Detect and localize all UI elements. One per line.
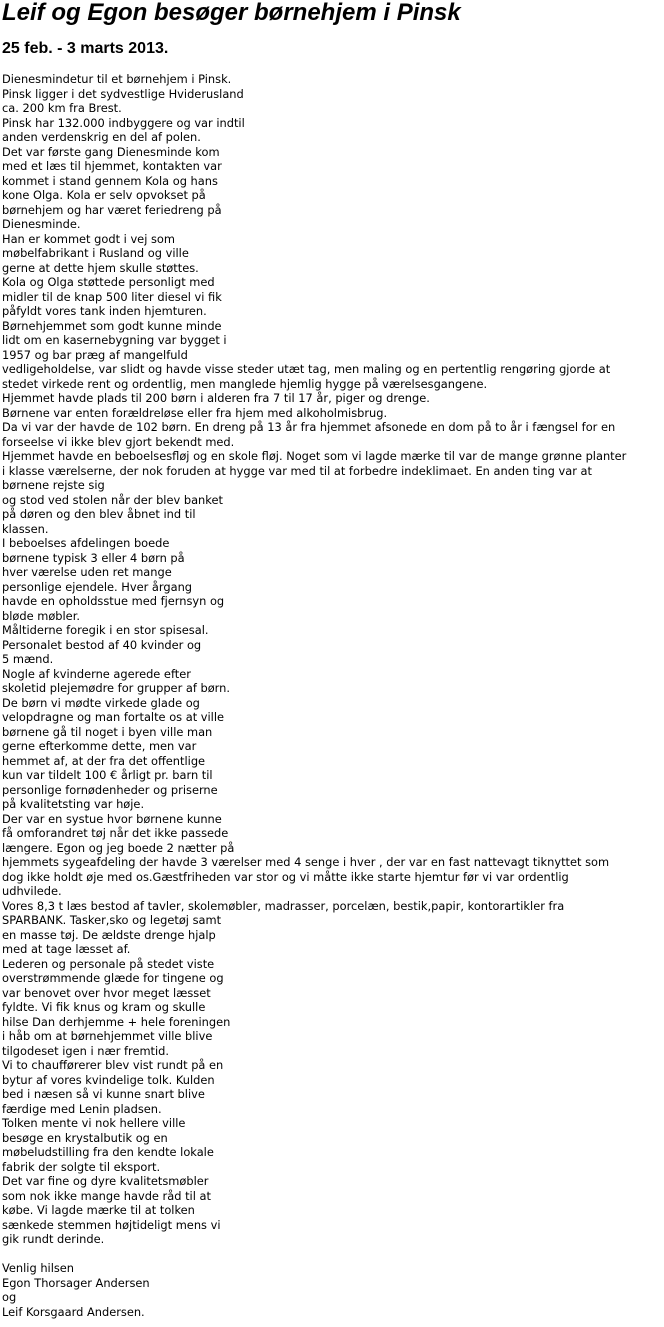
text-line: med et læs til hjemmet, kontakten var xyxy=(2,159,222,173)
text-line: var benovet over hvor meget læsset xyxy=(2,985,211,1000)
text-line: Pinsk har 132.000 indbyggere og var indtil xyxy=(2,115,245,130)
text-line: og stod ved stolen når der blev banket xyxy=(2,492,223,507)
text-line: Der var en systue hvor børnene kunne xyxy=(2,811,222,826)
text-line: Han er kommet godt i vej som xyxy=(2,231,175,246)
text-line: i klasse værelserne, der nok foruden at hygge var med til at forbedre indeklimaet. En anden ting var at xyxy=(2,463,592,478)
text-line: Det var første gang Dienesminde kom xyxy=(2,144,220,159)
text-line: lidt om en kasernebygning var bygget i xyxy=(2,333,227,347)
text-line: købe. Vi lagde mærke til at tolken xyxy=(2,1203,195,1217)
text-line: personlige fornødenheder og priserne xyxy=(2,782,218,797)
text-line: fabrik der solgte til eksport. xyxy=(2,1159,161,1174)
text-line: Pinsk ligger i det sydvestlige Hviderusland xyxy=(2,86,244,101)
text-line: hver værelse uden ret mange xyxy=(2,565,172,579)
text-line: børnehjem og har været feriedreng på xyxy=(2,202,222,217)
text-line: anden verdenskrig en del af polen. xyxy=(2,130,201,144)
text-line: få omforandret tøj når det ikke passede xyxy=(2,826,229,840)
text-line: på kvalitetsting var høje. xyxy=(2,797,145,811)
text-line: kone Olga. Kola er selv opvokset på xyxy=(2,188,206,202)
text-line: Dienesmindetur til et børnehjem i Pinsk. xyxy=(2,72,232,86)
text-line: Lederen og personale på stedet viste xyxy=(2,956,215,971)
text-line: kommet i stand gennem Kola og hans xyxy=(2,173,218,188)
text-line: sænkede stemmen højtideligt mens vi xyxy=(2,1217,221,1232)
text-line: hilse Dan derhjemme + hele foreningen xyxy=(2,1014,231,1029)
text-line: Personalet bestod af 40 kvinder og xyxy=(2,637,202,652)
text-line: gerne efterkomme dette, men var xyxy=(2,739,197,753)
text-line: vedligeholdelse, var slidt og havde visse steder utæt tag, men maling og en pertentlig rengøring gjorde at xyxy=(2,362,611,376)
text-line: bed i næsen så vi kunne snart blive xyxy=(2,1087,205,1101)
text-line: besøge en krystalbutik og en xyxy=(2,1130,168,1145)
text-line: Venlig hilsen xyxy=(2,1261,75,1275)
text-line: møbeludstilling fra den kendte lokale xyxy=(2,1145,214,1159)
article xyxy=(2,0,662,1319)
text-line: gerne at dette hjem skulle støttes. xyxy=(2,260,199,275)
text-line: børnene typisk 3 eller 4 børn på xyxy=(2,550,185,565)
text-line: børnene gå til noget i byen ville man xyxy=(2,724,213,739)
text-line: udhvilede. xyxy=(2,884,62,898)
text-line: tilgodeset igen i nær fremtid. xyxy=(2,1043,170,1058)
text-line: overstrømmende glæde for tingene og xyxy=(2,971,224,985)
text-line xyxy=(2,1247,662,1262)
text-line: gik rundt derinde. xyxy=(2,1232,105,1246)
text-line: 1957 og bar præg af mangelfuld xyxy=(2,347,188,362)
article-body xyxy=(2,72,662,1319)
text-line: med at tage læsset af. xyxy=(2,942,131,956)
text-line: Hjemmet havde plads til 200 børn i alderen fra 7 til 17 år, piger og drenge. xyxy=(2,391,430,405)
text-line: skoletid plejemødre for grupper af børn. xyxy=(2,681,231,695)
text-line: hjemmets sygeafdeling der havde 3 værelser med 4 senge i hver , der var en fast nattevagt tiknyttet som xyxy=(2,855,610,869)
text-line: personlige ejendele. Hver årgang xyxy=(2,579,193,594)
page-title: Leif og Egon besøger børnehjem i Pinsk xyxy=(2,0,461,26)
text-line: og xyxy=(2,1290,17,1304)
text-line: Vores 8,3 t læs bestod af tavler, skolemøbler, madrasser, porcelæn, bestik,papir, kontorartikler fra xyxy=(2,898,565,913)
text-line: Da vi var der havde de 102 børn. En dreng på 13 år fra hjemmet afsonede en dom på to år i fængsel for en xyxy=(2,420,616,434)
text-line: i håb om at børnehjemmet ville blive xyxy=(2,1029,213,1043)
text-line: Det var fine og dyre kvalitetsmøbler xyxy=(2,1174,209,1188)
text-line: dog ikke holdt øje med os.Gæstfriheden var stor og vi måtte ikke starte hjemtur før vi var ordentlig xyxy=(2,869,569,884)
text-line: Nogle af kvinderne agerede efter xyxy=(2,666,191,681)
text-line: Vi to chaufførerer blev vist rundt på en xyxy=(2,1058,224,1072)
text-line: Tolken mente vi nok hellere ville xyxy=(2,1116,186,1130)
text-line: børnene rejste sig xyxy=(2,478,105,492)
text-line: velopdragne og man fortalte os at ville xyxy=(2,710,225,724)
text-line: Kola og Olga støttede personligt med xyxy=(2,275,215,289)
text-line: 5 mænd. xyxy=(2,652,54,666)
text-line: Leif Korsgaard Andersen. xyxy=(2,1304,145,1319)
text-line: Børnene var enten forældreløse eller fra hjem med alkoholmisbrug. xyxy=(2,405,388,420)
text-line: bytur af vores kvindelige tolk. Kulden xyxy=(2,1072,215,1087)
text-line: som nok ikke mange havde råd til at xyxy=(2,1188,211,1203)
text-line: Hjemmet havde en beboelsesfløj og en skole fløj. Noget som vi lagde mærke til var de mange grønne planter xyxy=(2,449,627,463)
text-line: forseelse vi ikke blev gjort bekendt med. xyxy=(2,434,235,449)
text-line: færdige med Lenin pladsen. xyxy=(2,1101,162,1116)
text-line: De børn vi mødte virkede glade og xyxy=(2,695,200,710)
text-line: havde en opholdsstue med fjernsyn og xyxy=(2,594,225,608)
text-line: længere. Egon og jeg boede 2 nætter på xyxy=(2,840,235,855)
text-line: ca. 200 km fra Brest. xyxy=(2,101,122,115)
text-line: fyldte. Vi fik knus og kram og skulle xyxy=(2,1000,206,1014)
text-line: Børnehjemmet som godt kunne minde xyxy=(2,318,222,333)
text-line: stedet virkede rent og ordentlig, men manglede hjemlig hygge på værelsesgangene. xyxy=(2,376,488,391)
text-line: Dienesminde. xyxy=(2,217,81,231)
text-line: I beboelses afdelingen boede xyxy=(2,536,170,550)
text-line: Måltiderne foregik i en stor spisesal. xyxy=(2,623,209,637)
text-line: en masse tøj. De ældste drenge hjalp xyxy=(2,927,216,942)
text-line: midler til de knap 500 liter diesel vi fik xyxy=(2,289,222,304)
text-line: SPARBANK. Tasker,sko og legetøj samt xyxy=(2,913,222,927)
text-line: på døren og den blev åbnet ind til xyxy=(2,507,196,521)
text-line: møbelfabrikant i Rusland og ville xyxy=(2,246,189,260)
text-line: hemmet af, at der fra det offentlige xyxy=(2,753,206,768)
text-line: påfyldt vores tank inden hjemturen. xyxy=(2,304,207,318)
text-line: bløde møbler. xyxy=(2,608,80,623)
text-line: klassen. xyxy=(2,521,49,536)
text-line: Egon Thorsager Andersen xyxy=(2,1275,150,1290)
text-line: kun var tildelt 100 € årligt pr. barn til xyxy=(2,768,213,782)
date-subtitle: 25 feb. - 3 marts 2013. xyxy=(2,40,169,57)
